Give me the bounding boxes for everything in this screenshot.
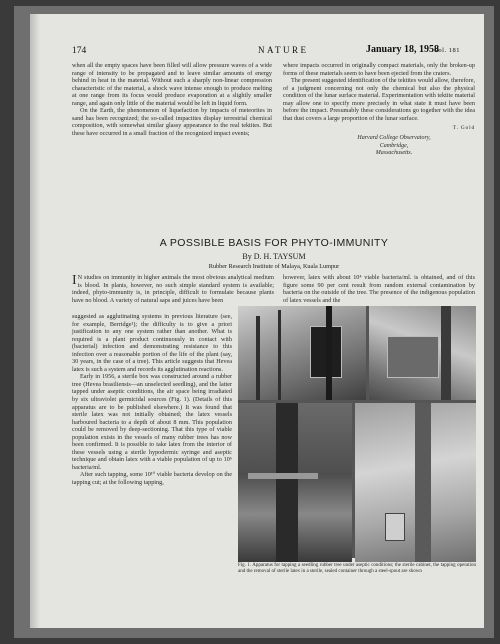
continuation-left-column xyxy=(72,62,272,137)
photo-tree-trunk xyxy=(238,403,352,562)
article-right-column xyxy=(283,274,475,304)
affiliation-line: Harvard College Observatory, xyxy=(357,134,431,141)
affiliation-line: Massachusetts. xyxy=(375,150,413,157)
figure-1 xyxy=(238,306,476,558)
signature-affiliation xyxy=(313,135,475,158)
paragraph: where impacts occurred in originally compact materials, only the broken-up forms of these materials seem to have been ejected from the craters. xyxy=(283,62,475,77)
paragraph: After such tapping, some 10¹⁰ viable bacteria develop on the tapping cut; at the following tapping, xyxy=(72,471,232,487)
figure-caption: Fig. 1. Apparatus for tapping a seedling rubber tree under aseptic conditions; the sterile cabinet, the tapping operation and the removal of sterile latex in a sterile, sealed container through a steel-spout are shown xyxy=(238,563,476,574)
issue-date: January 18, 1958 xyxy=(366,44,440,55)
paragraph: however, latex with about 10⁴ viable bacteria/ml. is obtained, and of this figure some 90 per cent result from random external contamination by bacteria on the outside of the tree. The presence of the indigenous population of latex vessels and the xyxy=(283,274,475,304)
journal-name: NATURE xyxy=(258,45,309,55)
article-title: A POSSIBLE BASIS FOR PHYTO-IMMUNITY xyxy=(159,237,389,249)
photo-sterile-latex-container xyxy=(355,403,476,562)
continuation-right-column xyxy=(283,62,475,158)
intro-text: N studies on immunity in higher animals the most obvious analytical medium is blood. In plants, however, no such simple standard system is available; indeed, phyto-immunity is, in principle, difficult to formulate because plants have no blood. A variety of natural saps and juices have been xyxy=(72,274,274,304)
volume-number: Vol. 181 xyxy=(434,47,460,54)
signature-name: T. Gold xyxy=(452,125,475,132)
drop-cap: I xyxy=(72,273,77,288)
paragraph: The present suggested identification of the tektites would allow, therefore, of a judgment concerning not only the chemical but also the physical condition of the lunar surface material. Experimentation with tektite material may allow one to specify more precisely in what state it must have been before the impact. Presumably these considerations go together with the idea that dust covers a large proportion of the lunar surface. xyxy=(283,77,475,122)
article-left-narrow-column xyxy=(72,313,232,487)
running-header xyxy=(72,44,460,58)
article-intro-top xyxy=(72,274,274,304)
photo-tapping-operation xyxy=(369,306,476,400)
paragraph: On the Earth, the phenomenon of liquefaction by impacts of meteorites in sand has been recognized; the so-called impactites display terrestrial chemical composition, with somewhat similar glassy appearance to the real tektites. But these have occurred in a small fraction of the recognized impact events; xyxy=(72,107,272,137)
page-number: 174 xyxy=(72,46,87,56)
photo-sterile-cabinet xyxy=(238,306,366,400)
article-author: By D. H. TAYSUM xyxy=(242,252,306,261)
paragraph: Early in 1956, a sterile box was constructed around a rubber tree (Hevea brasiliensis—an unselected seedling), and the latter tapped under aseptic conditions, the air space being irradiated by six ultraviolet germicidal sources (Fig. 1). (Details of this apparatus are to be published elsewhere.) It was found that sterile latex was not initially obtained; the latex vessels harboured bacteria to a depth of about 8 mm. This population could be removed by deep-sectioning. That this type of viable population exists in the vessels of many rubber trees has now been confirmed. It is possible to take latex from the interior of these vessels using a sterile hypodermic syringe and aseptic technique and obtain latex with a viable population of up to 10⁶ bacteria/ml. xyxy=(72,373,232,471)
paragraph: suggested as agglutinating systems in previous literature (see, for example, Berridge¹); the difficulty is to give a priori justification to any one system rather than another. What is required is a plant product continuously in contact with (bacterial) infection and demonstrating resistance to this infection over a reasonable portion of the life of the plant (say, 30 years, in the case of a tree). This article suggests that Hevea latex is such a system and records its agglutination reactions. xyxy=(72,313,232,373)
affiliation-line: Cambridge, xyxy=(379,142,409,149)
paragraph xyxy=(72,274,274,304)
paragraph: when all the empty spaces have been filled will allow pressure waves of a wide range of intensity to be propagated and to leave similar amounts of energy behind in heat in the material. Without such a sharply non-linear compression characteristic of the material, a shock wave intense enough to produce melting at one range from its focus would produce evaporation at a slightly smaller range, and again only little of the material would be left in liquid form. xyxy=(72,62,272,107)
article-affiliation: Rubber Research Institute of Malaya, Kuala Lumpur xyxy=(208,263,340,270)
